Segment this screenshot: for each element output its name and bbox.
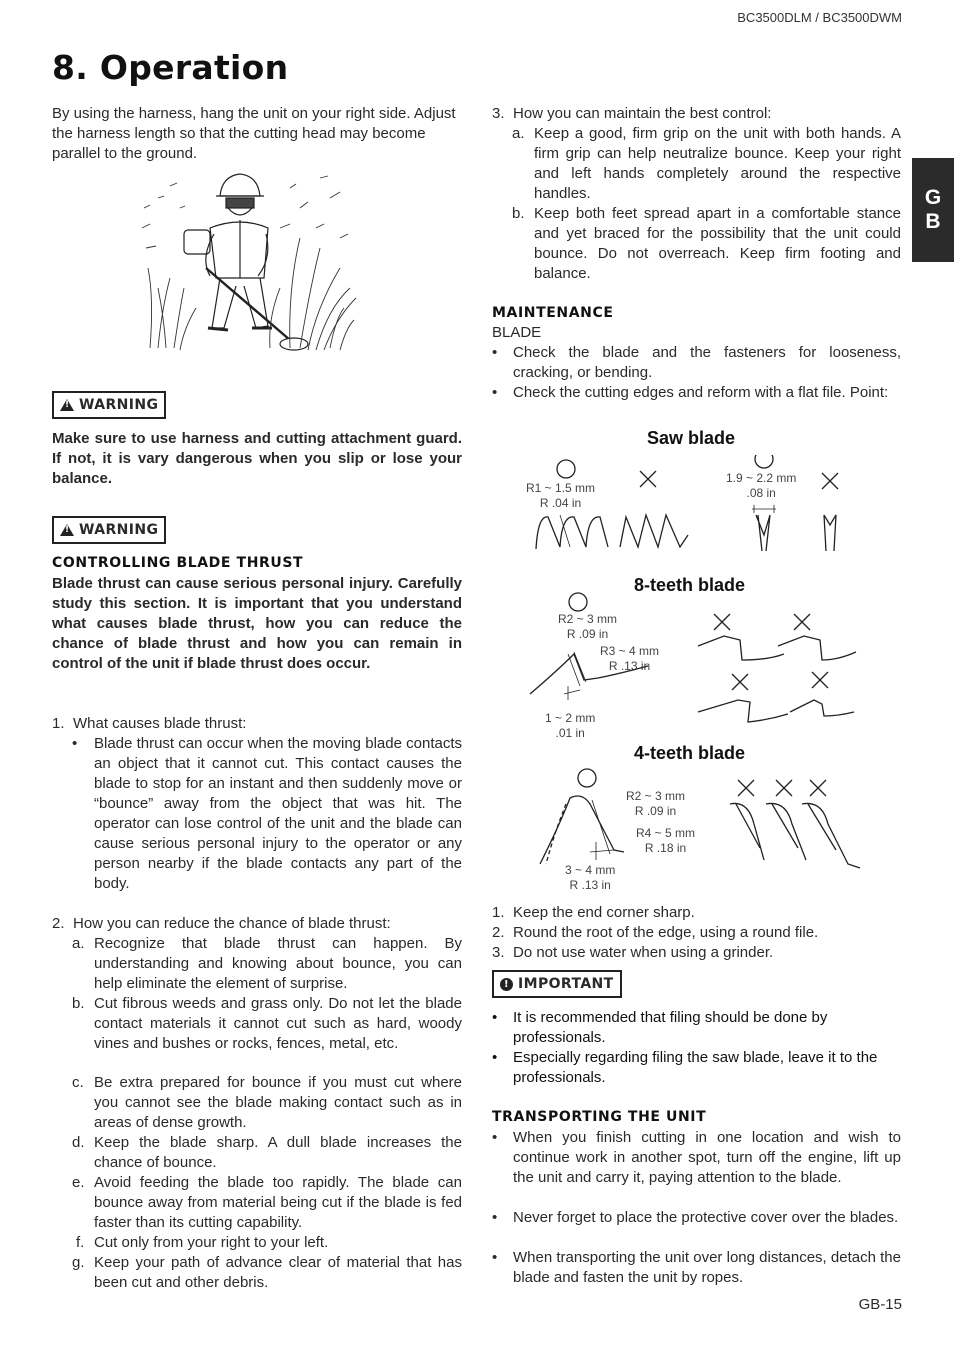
dim-line: .01 in	[555, 726, 585, 740]
bullet-text: When transporting the unit over long distances, detach the blade and fasten the unit by ropes.	[513, 1249, 901, 1286]
important-bullet-2	[492, 1048, 901, 1088]
sub-item-b	[72, 994, 462, 1054]
dim-line: 1.9 ~ 2.2 mm	[726, 471, 797, 485]
point-3	[492, 943, 901, 963]
four-teeth-diagram	[530, 764, 870, 874]
sub-text: Cut fibrous weeds and grass only. Do not let the blade contact materials it cannot cut such as hard, woody vines and bushes or rocks, fences, metal, etc.	[94, 995, 462, 1052]
sub-text: Keep your path of advance clear of material that has been cut and other debris.	[94, 1254, 462, 1291]
dim-line: R .13 in	[569, 878, 611, 892]
sub-item-3a	[512, 124, 901, 204]
model-number: BC3500DLM / BC3500DWM	[737, 10, 902, 25]
list-number: 3.	[492, 105, 505, 122]
list-number: 2.	[52, 915, 65, 932]
sub-label: d.	[72, 1134, 85, 1151]
warning-icon	[60, 399, 74, 411]
sub-label: e.	[72, 1174, 85, 1191]
sub-text: Keep a good, firm grip on the unit with both hands. A firm grip can help neutralize bounce. Keep your right and left hands completely around the respective handles.	[534, 125, 901, 202]
ng-cross-icon	[776, 780, 792, 796]
point-text: Do not use water when using a grinder.	[513, 944, 774, 961]
ng-cross-icon	[794, 614, 810, 630]
ng-cross-icon	[732, 674, 748, 690]
list-item-3	[492, 104, 902, 124]
bullet-text: Check the blade and the fasteners for looseness, cracking, or bending.	[513, 344, 901, 381]
dim-line: R .09 in	[566, 627, 609, 641]
eight-teeth-title: 8-teeth blade	[634, 575, 746, 595]
warning-label-2: WARNING	[79, 522, 159, 538]
sub-text: Cut only from your right to your left.	[94, 1234, 329, 1251]
page-number: GB-15	[858, 1296, 902, 1313]
dim-line: R .13 in	[608, 659, 651, 673]
bullet-text: When you finish cutting in one location and wish to continue work in another spot, turn off the engine, lift up the unit and carry it, paying attention to the blade.	[513, 1129, 901, 1186]
sub-label: b.	[512, 205, 525, 222]
ok-circle-icon	[755, 455, 773, 468]
warning-badge-2	[52, 516, 166, 544]
bullet-icon: •	[492, 1249, 498, 1266]
bullet-text: It is recommended that filing should be done by professionals.	[513, 1009, 828, 1046]
bullet-text: Check the cutting edges and reform with a flat file. Point:	[513, 384, 889, 401]
bullet-icon: •	[492, 384, 498, 401]
sub-text: Keep both feet spread apart in a comfortable stance and yet braced for the possibility that the unit could bounce. Do not overreach. Keep firm footing and balance.	[534, 205, 901, 282]
sub-item-c	[72, 1073, 462, 1133]
bullet-text: Never forget to place the protective cover over the blades.	[513, 1209, 899, 1226]
point-number: 1.	[492, 904, 505, 921]
bullet-icon: •	[492, 1049, 498, 1066]
ng-cross-icon	[812, 672, 828, 688]
sub-text: Avoid feeding the blade too rapidly. The blade can bounce away from material being cut if the blade is fed faster than its cutting capability.	[94, 1174, 462, 1231]
blade-bullet-1	[492, 343, 901, 383]
dim-line: .08 in	[746, 486, 776, 500]
dim-line: R .04 in	[539, 496, 582, 510]
sub-text: Recognize that blade thrust can happen. By understanding and knowing about bounce, you can help eliminate the element of surprise.	[94, 935, 462, 992]
list-bullet	[72, 734, 462, 894]
ok-circle-icon	[557, 460, 575, 478]
point-2	[492, 923, 901, 943]
ok-circle-icon	[569, 593, 587, 611]
point-text: Round the root of the edge, using a round file.	[513, 924, 819, 941]
important-bullet-1	[492, 1008, 901, 1048]
four-teeth-title: 4-teeth blade	[634, 743, 746, 763]
sub-item-3b	[512, 204, 901, 284]
bullet-icon: •	[72, 735, 78, 752]
sub-item-f	[72, 1233, 462, 1253]
language-tab	[912, 158, 954, 262]
sub-label: a.	[72, 935, 85, 952]
bullet-icon: •	[492, 1209, 498, 1226]
transport-bullet-1	[492, 1128, 901, 1188]
transport-bullet-2	[492, 1208, 901, 1228]
point-text: Keep the end corner sharp.	[513, 904, 695, 921]
ok-circle-icon	[578, 769, 596, 787]
transport-bullet-3	[492, 1248, 901, 1288]
important-badge	[492, 970, 622, 998]
dim-line: 1 ~ 2 mm	[545, 711, 596, 725]
sub-text: Keep the blade sharp. A dull blade increases the chance of bounce.	[94, 1134, 462, 1171]
point-1	[492, 903, 901, 923]
dim-line: R1 ~ 1.5 mm	[526, 481, 596, 495]
exclamation-icon: !	[500, 978, 513, 991]
saw-blade-diagram	[530, 455, 860, 555]
saw-blade-title: Saw blade	[647, 428, 736, 448]
bullet-icon: •	[492, 1129, 498, 1146]
bullet-icon: •	[492, 344, 498, 361]
warning-badge-1	[52, 391, 166, 419]
list-item-title: What causes blade thrust:	[73, 715, 247, 732]
important-label: IMPORTANT	[518, 976, 614, 992]
bullet-icon: •	[492, 1009, 498, 1026]
list-item-1	[52, 714, 462, 734]
blade-bullet-2	[492, 383, 901, 403]
transport-heading: TRANSPORTING THE UNIT	[492, 1109, 707, 1125]
sub-label: f.	[76, 1234, 85, 1251]
ng-cross-icon	[738, 780, 754, 796]
sub-label: c.	[72, 1074, 84, 1091]
dim-line: R3 ~ 4 mm	[600, 644, 660, 658]
blade-label: BLADE	[492, 324, 542, 341]
tab-letter-1: G	[924, 186, 942, 209]
operator-illustration	[140, 168, 360, 358]
warning-label-1: WARNING	[79, 397, 159, 413]
dim-line: R .09 in	[634, 804, 677, 818]
cbt-heading: CONTROLLING BLADE THRUST	[52, 555, 304, 571]
ng-cross-icon	[714, 614, 730, 630]
list-item-title: How you can maintain the best control:	[513, 105, 772, 122]
dim-line: R2 ~ 3 mm	[626, 789, 686, 803]
sub-item-g	[72, 1253, 462, 1293]
bullet-text: Especially regarding filing the saw blade, leave it to the professionals.	[513, 1049, 878, 1086]
list-item-title: How you can reduce the chance of blade thrust:	[73, 915, 391, 932]
eight-teeth-diagram	[528, 590, 858, 730]
sub-label: a.	[512, 125, 525, 142]
ng-cross-icon	[822, 473, 838, 489]
sub-label: g.	[72, 1254, 85, 1271]
bullet-text: Blade thrust can occur when the moving blade contacts an object that it cannot cut. This contact causes the blade to stop for an instant and then suddenly move or “bounce” away from the object that was hit. The operator can lose control of the unit and the blade can cause serious personal injury to the operator or any person nearby if the blade contacts any part of the body.	[94, 735, 462, 892]
sub-item-a	[72, 934, 462, 994]
ng-cross-icon	[810, 780, 826, 796]
list-number: 1.	[52, 715, 65, 732]
list-item-2	[52, 914, 462, 934]
maintenance-heading: MAINTENANCE	[492, 305, 614, 321]
sub-label: b.	[72, 995, 85, 1012]
sub-item-d	[72, 1133, 462, 1173]
sub-item-e	[72, 1173, 462, 1233]
dim-line: R4 ~ 5 mm	[636, 826, 696, 840]
dim-line: R .18 in	[644, 841, 687, 855]
ng-cross-icon	[640, 471, 656, 487]
warning-icon	[60, 524, 74, 536]
sub-text: Be extra prepared for bounce if you must cut where you cannot see the blade making contact such as in areas of dense growth.	[94, 1074, 462, 1131]
intro-paragraph: By using the harness, hang the unit on your right side. Adjust the harness length so that the cutting head may become parallel to the ground.	[52, 105, 456, 162]
point-number: 3.	[492, 944, 505, 961]
section-title: 8. Operation	[52, 48, 289, 87]
dim-line: R2 ~ 3 mm	[558, 612, 618, 626]
point-number: 2.	[492, 924, 505, 941]
tab-letter-2: B	[925, 210, 941, 233]
cbt-text: Blade thrust can cause serious personal injury. Carefully study this section. It is important that you understand what causes blade thrust, how you can reduce the chance of blade thrust and how you can remain in control of the unit if blade thrust does occur.	[52, 575, 462, 672]
dim-line: 3 ~ 4 mm	[565, 863, 616, 877]
warning-text-1: Make sure to use harness and cutting attachment guard. If not, it is vary dangerous when you slip or lose your balance.	[52, 430, 462, 487]
